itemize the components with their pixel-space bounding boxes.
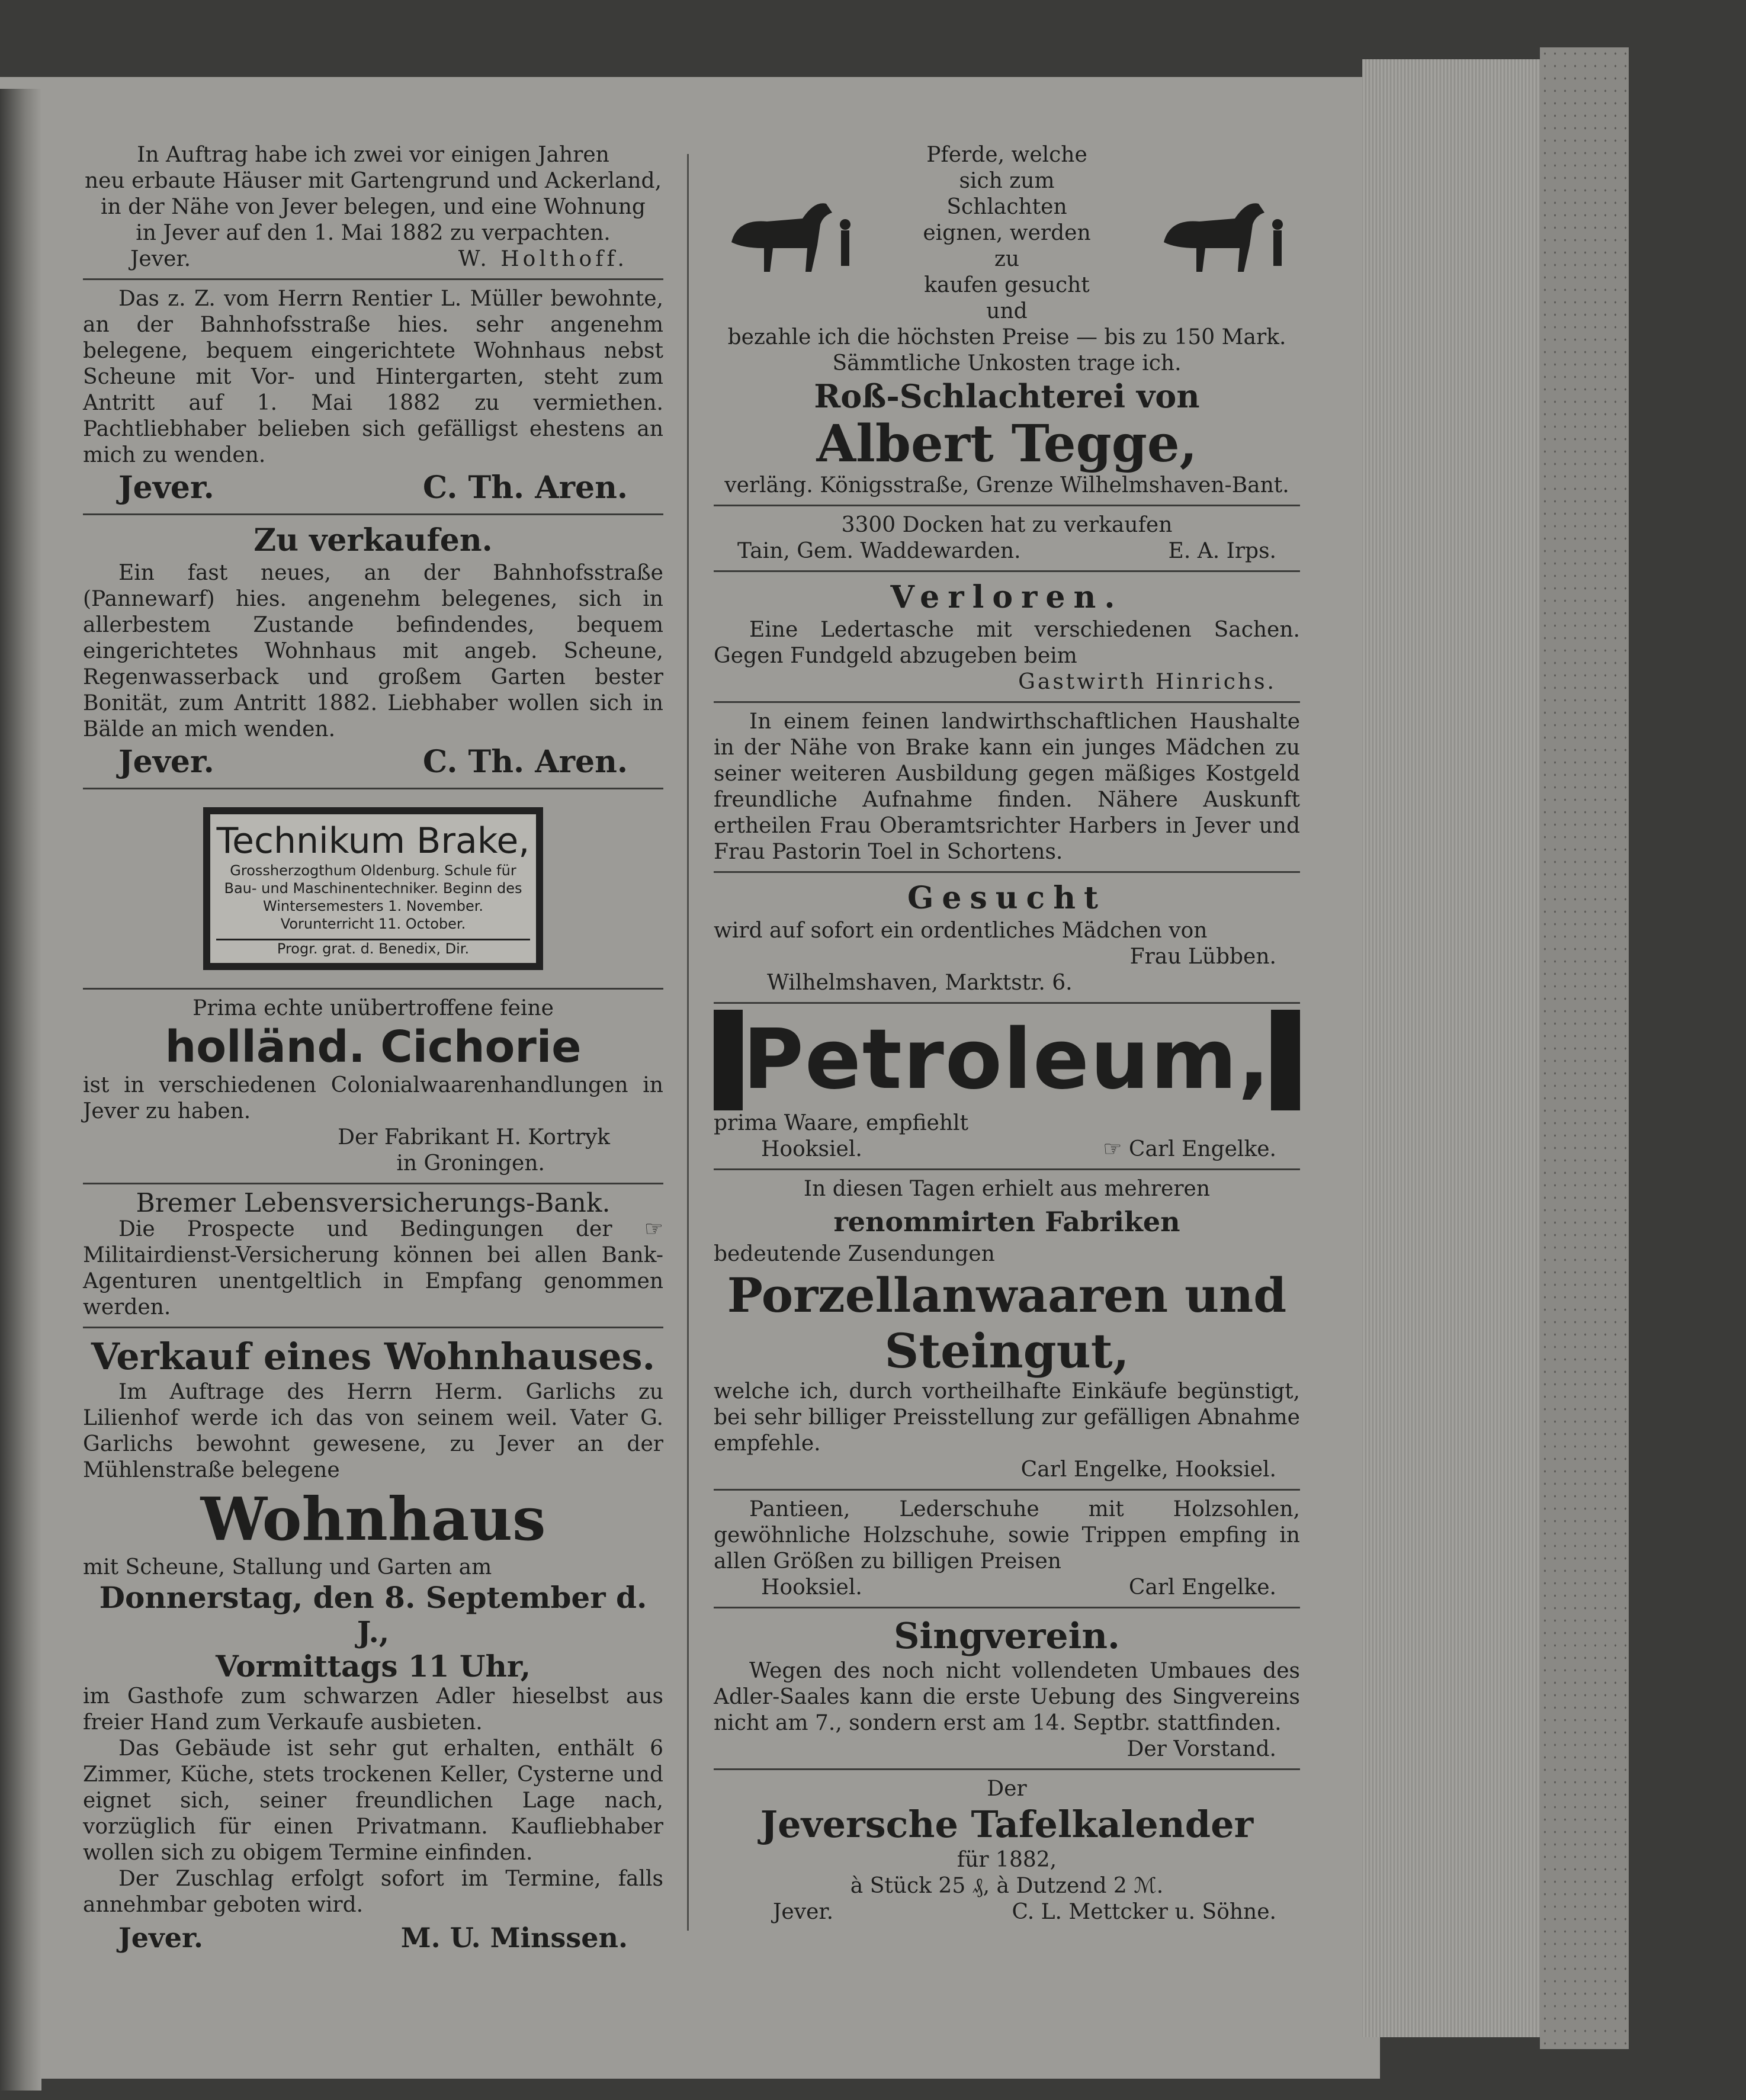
ad-signature-row — [83, 468, 663, 508]
ad-big-line: Steingut, — [884, 1323, 1129, 1379]
left-column — [83, 142, 663, 2037]
ad-price: à Stück 25 ₰, à Dutzend 2 ℳ. — [850, 1874, 1164, 1898]
ad-line: bezahle ich die höchsten Preise — bis zu 150 Mark. — [727, 325, 1286, 349]
ad-houses-lease — [83, 142, 663, 272]
ad-place: Jever. — [118, 744, 214, 780]
ad-text: welche ich, durch vortheilhafte Einkäufe begünstigt, bei sehr billiger Preisstellung zur gefälligen Abnahme empfehle. — [714, 1379, 1300, 1456]
horse-icon — [1146, 189, 1300, 278]
ad-text: In einem feinen landwirthschaftlichen Haushalte in der Nähe von Brake kann ein junges Mädchen zu seiner weiteren Ausbildung gegen mäßiges Kostgeld freundliche Aufnahme finden. Nähere Auskunft ertheilen Frau Oberamtsrichter Harbers in Jever und Frau Pastorin Toel in Schortens. — [714, 709, 1300, 864]
ad-place: Jever. — [130, 247, 191, 271]
ad-text: Im Auftrage des Herrn Herm. Garlichs zu Lilienhof werde ich das von seinem weil. Vater G. Garlichs bewohnt gewesene, zu Jever an der Mühlenstraße belegene — [83, 1380, 663, 1482]
ad-heading: Verloren. — [890, 579, 1124, 615]
petroleum-row — [714, 1010, 1300, 1110]
ad-text: im Gasthofe zum schwarzen Adler hieselbst aus freier Hand zum Verkaufe ausbieten. — [83, 1684, 663, 1735]
ad-signer: Der Fabrikant H. Kortryk — [338, 1125, 610, 1149]
decorative-block-left — [714, 1010, 743, 1110]
ad-cichorie — [83, 996, 663, 1177]
ad-place: Jever. — [773, 1900, 834, 1924]
ad-signature-row — [714, 1136, 1300, 1163]
ad-docken — [714, 512, 1300, 564]
ad-heading: holländ. Cichorie — [165, 1022, 582, 1073]
ad-lost — [714, 578, 1300, 695]
ad-signer: ☞ Carl Engelke. — [1103, 1137, 1276, 1161]
ad-signer: Carl Engelke. — [1128, 1575, 1276, 1600]
ad-heading: Verkauf eines Wohnhauses. — [91, 1335, 656, 1378]
ad-text: Wegen des noch nicht vollendeten Umbaues des Adler-Saales kann die erste Uebung des Singvereins nicht am 7., sondern erst am 14. Septbr. stattfinden. — [714, 1659, 1300, 1735]
ad-line: in Jever auf den 1. Mai 1882 zu verpachten. — [136, 221, 611, 245]
separator — [714, 1607, 1300, 1608]
ad-heading: Petroleum, — [743, 1012, 1271, 1108]
separator — [714, 1168, 1300, 1170]
separator — [83, 1327, 663, 1328]
separator — [714, 701, 1300, 703]
ad-name: Albert Tegge, — [816, 414, 1198, 474]
separator — [714, 1768, 1300, 1770]
ad-singverein — [714, 1614, 1300, 1762]
separator — [83, 788, 663, 789]
separator — [714, 1489, 1300, 1491]
separator — [714, 1002, 1300, 1004]
technikum-brake-ad — [203, 807, 543, 970]
ad-heading: Gesucht — [907, 880, 1107, 916]
ad-petroleum — [714, 1010, 1300, 1163]
separator — [83, 278, 663, 280]
ad-signer: C. L. Mettcker u. Söhne. — [1012, 1900, 1276, 1924]
ad-line: In diesen Tagen erhielt aus mehreren — [803, 1177, 1211, 1201]
book-page-edges — [1362, 59, 1558, 2037]
ad-text: wird auf sofort ein ordentliches Mädchen von — [714, 919, 1208, 943]
page-fold-shadow — [0, 89, 41, 2091]
ad-signature-row — [714, 1899, 1300, 1925]
ad-big-word: Wohnhaus — [200, 1484, 546, 1554]
ad-horse-butcher — [714, 142, 1300, 499]
ad-place: Hooksiel. — [761, 1137, 862, 1161]
ad-text: ist in verschiedenen Colonialwaarenhandlungen in Jever zu haben. — [83, 1073, 663, 1123]
ad-signer: Carl Engelke, Hooksiel. — [1020, 1457, 1276, 1482]
ad-signature-row — [714, 1575, 1300, 1601]
ad-house-rent — [83, 286, 663, 508]
ad-signer: Frau Lübben. — [1129, 945, 1276, 969]
separator — [83, 1183, 663, 1184]
ad-place: Jever. — [118, 1922, 204, 1954]
ad-household — [714, 709, 1300, 865]
ad-heading: Roß-Schlachterei von — [814, 377, 1200, 415]
ad-text: Pantieen, Lederschuhe mit Holzsohlen, gewöhnliche Holzschuhe, sowie Trippen empfing in allen Größen zu billigen Preisen — [714, 1497, 1300, 1574]
ad-time: Vormittags 11 Uhr, — [216, 1649, 531, 1684]
ad-signer: in Groningen. — [396, 1151, 545, 1176]
ad-wanted — [714, 879, 1300, 996]
separator — [83, 513, 663, 515]
technikum-footer: Progr. grat. d. Benedix, Dir. — [216, 939, 530, 957]
ad-intro: Prima echte unübertroffene feine — [192, 996, 554, 1020]
ad-signer: Der Vorstand. — [1126, 1737, 1276, 1761]
ad-date: Donnerstag, den 8. September d. J., — [99, 1580, 647, 1649]
ad-address: verläng. Königsstraße, Grenze Wilhelmshaven-Bant. — [724, 473, 1289, 497]
ad-line: kaufen gesucht und — [924, 273, 1090, 323]
ad-heading: Bremer Lebensversicherungs-Bank. — [136, 1188, 611, 1218]
ad-insurance-bank — [83, 1190, 663, 1321]
ad-line: Sämmtliche Unkosten trage ich. — [832, 351, 1182, 375]
ad-signature-row — [83, 1918, 663, 1957]
ad-place: Jever. — [118, 470, 214, 506]
ad-signer: C. Th. Aren. — [422, 470, 628, 506]
ad-place: Tain, Gem. Waddewarden. — [737, 539, 1021, 563]
right-column — [714, 142, 1300, 2037]
ad-heading: Zu verkaufen. — [253, 522, 493, 558]
horse-icon — [714, 189, 868, 278]
ad-big-line: Porzellanwaaren und — [727, 1267, 1287, 1323]
ad-line: renommirten Fabriken — [833, 1206, 1180, 1238]
ad-year: für 1882, — [957, 1848, 1057, 1872]
ad-place: Hooksiel. — [761, 1575, 862, 1600]
ad-signer: W. Holthoff. — [458, 247, 628, 271]
ad-text: Eine Ledertasche mit verschiedenen Sachen. Gegen Fundgeld abzugeben beim — [714, 618, 1300, 668]
ad-heading: Jeversche Tafelkalender — [760, 1803, 1254, 1846]
separator — [714, 871, 1300, 873]
ad-text: mit Scheune, Stallung und Garten am — [83, 1555, 492, 1579]
ad-line: eignen, werden zu — [923, 221, 1091, 271]
ad-line: sich zum Schlachten — [946, 169, 1067, 219]
ad-text: 3300 Docken hat zu verkaufen — [841, 513, 1173, 537]
ad-text: Das Gebäude ist sehr gut erhalten, enthält 6 Zimmer, Küche, stets trockenen Keller, Cysterne und eignet sich, seiner freundlichen Lage nach, vorzüglich für einen Privatmann. Kaufliebhaber wollen sich zu obigem Termine einfinden. — [83, 1736, 663, 1865]
technikum-title: Technikum Brake, — [216, 820, 530, 862]
ad-line: bedeutende Zusendungen — [714, 1242, 995, 1266]
column-divider — [687, 154, 689, 1931]
ad-line: In Auftrag habe ich zwei vor einigen Jahren — [137, 143, 609, 167]
separator — [83, 988, 663, 990]
ad-text: Die Prospecte und Bedingungen der ☞ Militairdienst-Versicherung können bei allen Bank-Agenturen unentgeltlich in Empfang genommen werden. — [83, 1217, 663, 1319]
ad-for-sale — [83, 521, 663, 782]
ad-text-block — [918, 142, 1096, 325]
ad-heading: Singverein. — [894, 1616, 1120, 1657]
decorative-block-right — [1271, 1010, 1300, 1110]
ad-signature-row — [83, 246, 663, 272]
ad-text: prima Waare, empfiehlt — [714, 1111, 968, 1135]
ad-text: Das z. Z. vom Herrn Rentier L. Müller bewohnte, an der Bahnhofsstraße hies. sehr angenehm belegene, bequem eingerichtete Wohnhaus nebst Scheune mit Vor- und Hintergarten, steht zum Antritt auf 1. Mai 1882 zu vermiethen. Pachtliebhaber belieben sich gefälligst ehestens an mich zu wenden. — [83, 287, 663, 467]
ad-tafelkalender — [714, 1776, 1300, 1925]
horse-row — [714, 142, 1300, 325]
technikum-body: Grossherzogthum Oldenburg. Schule für Bau- und Maschinentechniker. Beginn des Wintersemesters 1. November. Vorunterricht 11. October. — [224, 862, 522, 932]
separator — [714, 505, 1300, 506]
ad-signature-row — [714, 538, 1300, 564]
ad-line: in der Nähe von Jever belegen, und eine Wohnung — [101, 195, 646, 219]
ad-place: Wilhelmshaven, Marktstr. 6. — [767, 971, 1073, 995]
ad-small: Der — [987, 1777, 1027, 1801]
ad-signer: E. A. Irps. — [1168, 539, 1276, 563]
ad-signer: C. Th. Aren. — [422, 744, 628, 780]
ad-signer: Gastwirth Hinrichs. — [1018, 670, 1276, 694]
book-cover — [1540, 47, 1629, 2049]
ad-line: Pferde, welche — [926, 143, 1087, 167]
ad-house-auction — [83, 1334, 663, 1957]
ad-porcelain — [714, 1176, 1300, 1483]
ad-signer: M. U. Minssen. — [400, 1922, 628, 1954]
ad-signature-row — [83, 743, 663, 782]
ad-text: Der Zuschlag erfolgt sofort im Termine, falls annehmbar geboten wird. — [83, 1867, 663, 1917]
ad-text: Ein fast neues, an der Bahnhofsstraße (Pannewarf) hies. angenehm belegenes, sich in allerbestem Zustande befindendes, bequem eingerichtetes Wohnhaus mit angeb. Scheune, Regenwasserback und großem Garten bester Bonität, zum Antritt 1882. Liebhaber wollen sich in Bälde an mich wenden. — [83, 561, 663, 741]
ad-shoes — [714, 1497, 1300, 1601]
separator — [714, 570, 1300, 572]
ad-line: neu erbaute Häuser mit Gartengrund und Ackerland, — [84, 169, 662, 193]
